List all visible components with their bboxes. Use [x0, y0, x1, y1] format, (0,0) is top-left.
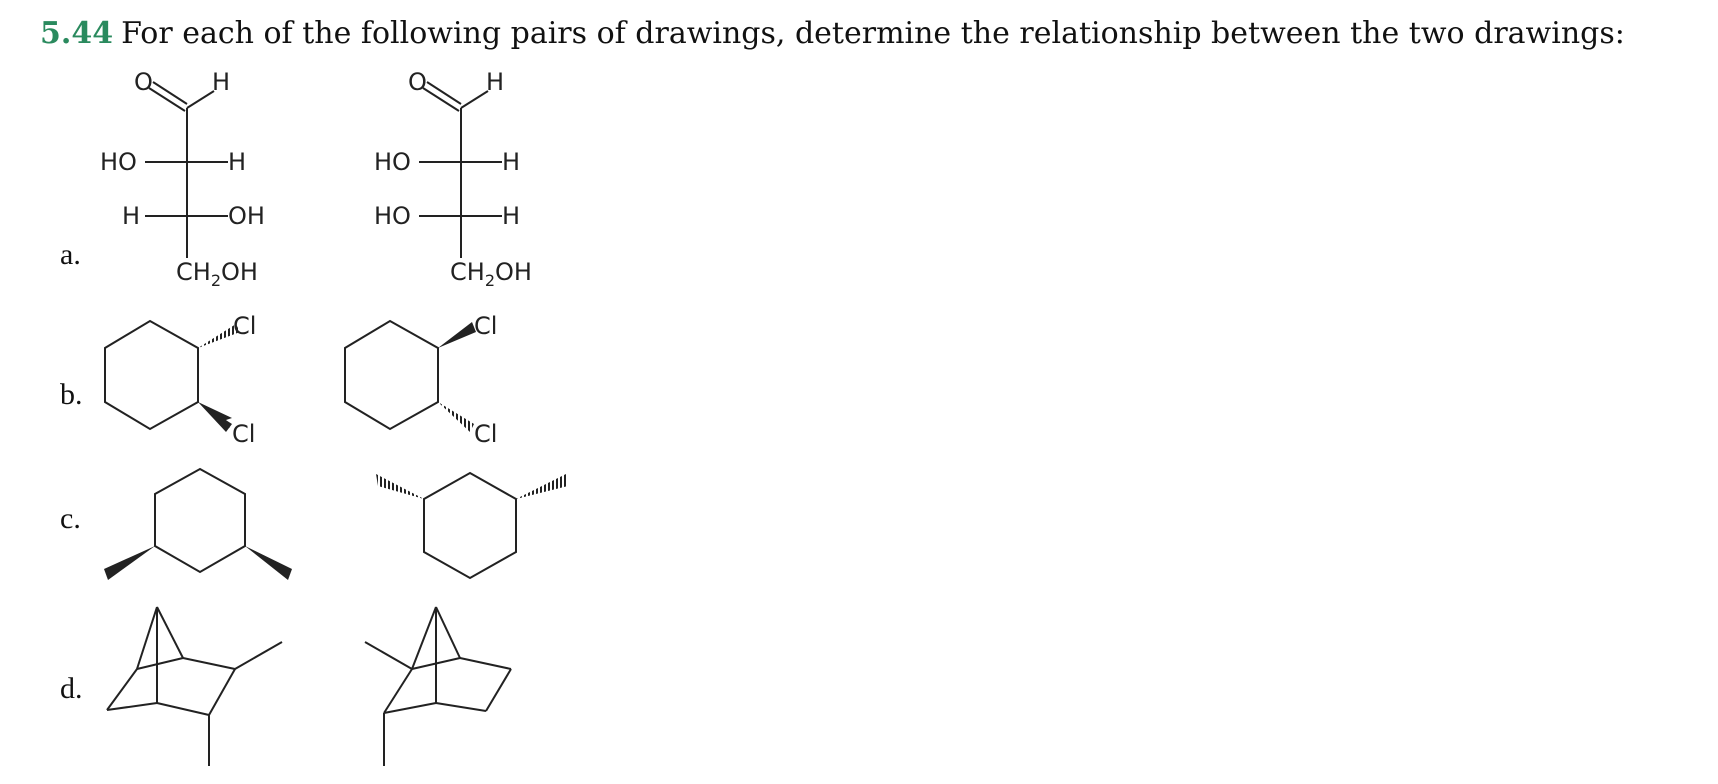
cyclohexane-b-right	[345, 312, 497, 448]
cl-top-right: Cl	[474, 312, 498, 340]
cyclohexane-b-left	[105, 312, 256, 448]
row1-left-sub: HO	[100, 148, 137, 176]
aldehyde-h-right: H	[486, 68, 505, 96]
solid-wedge	[438, 322, 476, 348]
part-d-label: d.	[60, 672, 83, 705]
hashed-wedge	[438, 402, 474, 432]
hashed-wedge	[516, 474, 568, 499]
part-c-label: c.	[60, 502, 81, 535]
cl-top-left: Cl	[233, 312, 257, 340]
bicyclic-d-right	[365, 607, 511, 766]
ch2oh-right: $CH_2OH$	[450, 258, 532, 290]
fischer-left	[100, 68, 265, 290]
carbonyl-o-left: O	[134, 68, 153, 96]
row2-right-sub: H	[502, 202, 521, 230]
aldehyde-h-left: H	[212, 68, 231, 96]
cyclohexane-c-left	[104, 469, 292, 580]
fischer-right	[374, 68, 532, 290]
cl-bottom-left: Cl	[232, 420, 256, 448]
row1-right-sub: H	[228, 148, 247, 176]
row1-left-sub: HO	[374, 148, 411, 176]
part-b-label: b.	[60, 378, 83, 411]
row2-right-sub: OH	[228, 202, 265, 230]
carbonyl-o-right: O	[408, 68, 427, 96]
cl-bottom-right: Cl	[474, 420, 498, 448]
bicyclic-d-left	[107, 607, 282, 766]
part-a-label: a.	[60, 238, 81, 271]
hashed-wedge	[376, 474, 424, 499]
solid-wedge	[104, 546, 155, 580]
ch2oh-left: $CH_2OH$	[176, 258, 258, 290]
row2-left-sub: HO	[374, 202, 411, 230]
question-number: 5.44	[40, 16, 114, 51]
solid-wedge	[245, 546, 292, 580]
question-prompt: For each of the following pairs of drawings, determine the relationship between the two drawings:	[121, 16, 1625, 51]
row1-right-sub: H	[502, 148, 521, 176]
cyclohexane-c-right	[376, 473, 568, 578]
row2-left-sub: H	[122, 202, 141, 230]
